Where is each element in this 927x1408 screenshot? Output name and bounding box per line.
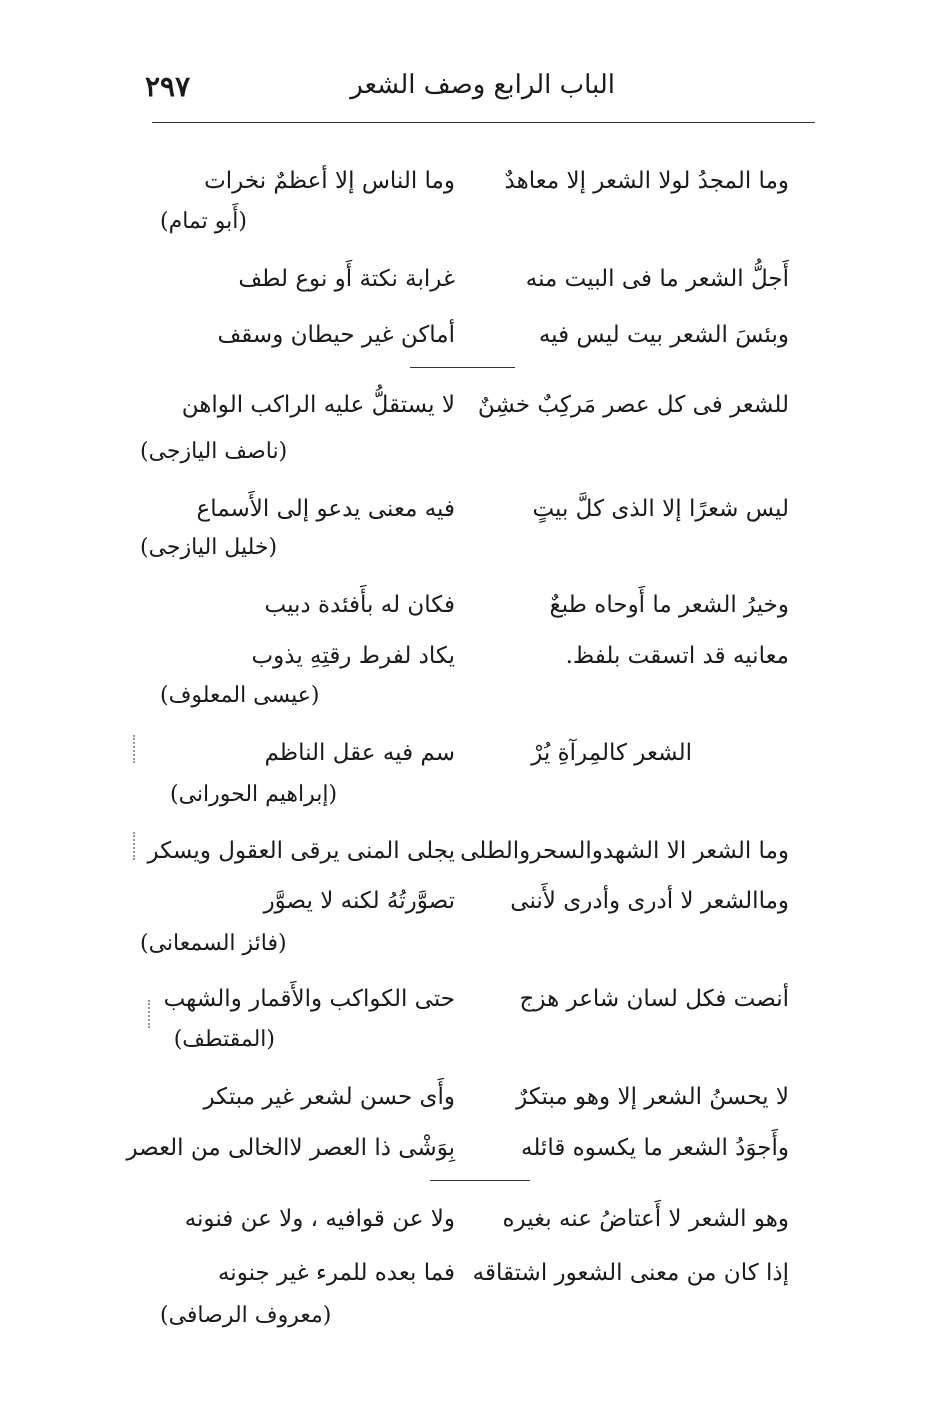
poet-attribution: (معروف الرصافى) — [160, 1303, 332, 1328]
verse-second-hemistich: أماكن غير حيطان وسقف — [217, 322, 455, 348]
verse-line — [0, 160, 927, 202]
verse-second-hemistich: وما الناس إلا أعظمٌ نخرات — [204, 168, 455, 194]
verse-first-hemistich: وما المجدُ لولا الشعر إلا معاهدٌ — [504, 168, 789, 194]
verse-line — [0, 732, 927, 774]
verse-second-hemistich: فيه معنى يدعو إلى الأَسماع — [196, 496, 455, 522]
verse-first-hemistich: للشعر فى كل عصر مَركِبٌ خشِنٌ — [477, 392, 789, 418]
verse-first-hemistich: وماالشعر لا أدرى وأدرى لأَننى — [510, 888, 789, 914]
verse-first-hemistich: وما الشعر الا الشهدوالسحروالطلى — [460, 838, 789, 864]
margin-mark — [133, 735, 139, 763]
verse-line — [0, 830, 927, 872]
verse-line — [0, 880, 927, 922]
verse-line — [0, 635, 927, 677]
verse-first-hemistich: وأَجوَدُ الشعر ما يكسوه قائله — [520, 1135, 789, 1161]
poet-attribution: (خليل اليازجى) — [140, 535, 278, 560]
verse-second-hemistich: حتى الكواكب والأَقمار والشهب — [163, 986, 455, 1012]
poet-attribution: (إبراهيم الحورانى) — [170, 782, 338, 807]
margin-mark — [148, 1000, 154, 1028]
verse-first-hemistich: أَجلُّ الشعر ما فى البيت منه — [525, 266, 789, 292]
section-separator — [430, 1180, 530, 1181]
verse-first-hemistich: لا يحسنُ الشعر إلا وهو مبتكرٌ — [516, 1084, 789, 1110]
verse-second-hemistich: تصوَّرتُهُ لكنه لا يصوَّر — [263, 888, 455, 914]
verse-line — [0, 584, 927, 626]
verse-second-hemistich: يكاد لفرط رقتِهِ يذوب — [251, 643, 455, 669]
poet-attribution: (ناصف اليازجى) — [140, 439, 288, 464]
verse-line — [0, 978, 927, 1020]
poet-attribution: (فائز السمعانى) — [140, 931, 287, 956]
verse-line — [0, 384, 927, 426]
verse-line — [0, 488, 927, 530]
verse-line — [0, 258, 927, 300]
verse-first-hemistich: الشعر كالمِرآةِ يُرْ — [531, 740, 692, 766]
verse-line — [0, 314, 927, 356]
poet-attribution: (أَبو تمام) — [160, 209, 247, 234]
verse-second-hemistich: فكان له بأَفئدة دبيب — [264, 592, 455, 618]
verse-first-hemistich: أنصت فكل لسان شاعر هزج — [519, 986, 789, 1012]
verse-second-hemistich: غرابة نكتة أَو نوع لطف — [238, 266, 455, 292]
header-rule — [152, 122, 815, 123]
verse-second-hemistich: سم فيه عقل الناظم — [264, 740, 455, 766]
page-number: ٢٩٧ — [145, 70, 191, 103]
verse-line — [0, 1076, 927, 1118]
verse-first-hemistich: ليس شعرًا إلا الذى كلَّ بيتٍ — [532, 496, 789, 522]
verse-second-hemistich: فما بعده للمرء غير جنونه — [217, 1260, 455, 1286]
margin-mark — [133, 832, 139, 860]
section-separator — [410, 367, 515, 368]
chapter-header-title: الباب الرابع وصف الشعر — [350, 70, 615, 100]
verse-line — [0, 1252, 927, 1294]
verse-second-hemistich: ولا عن قوافيه ، ولا عن فنونه — [184, 1206, 455, 1232]
verse-second-hemistich: بِوَشْى ذا العصر لاالخالى من العصر — [126, 1135, 455, 1161]
verse-second-hemistich: وأَى حسن لشعر غير مبتكر — [203, 1084, 455, 1110]
verse-line — [0, 1127, 927, 1169]
verse-first-hemistich: معانيه قد اتسقت بلفظ. — [565, 643, 789, 669]
verse-first-hemistich: وهو الشعر لا أَعتاضُ عنه بغيره — [502, 1206, 789, 1232]
verse-second-hemistich: يجلى المنى يرقى العقول ويسكر — [147, 838, 455, 864]
verse-first-hemistich: وخيرُ الشعر ما أَوحاه طبعٌ — [549, 592, 789, 618]
poet-attribution: (المقتطف) — [173, 1027, 275, 1052]
verse-second-hemistich: لا يستقلُّ عليه الراكب الواهن — [181, 392, 455, 418]
verse-first-hemistich: إذا كان من معنى الشعور اشتقاقه — [472, 1260, 789, 1286]
verse-first-hemistich: وبئسَ الشعر بيت ليس فيه — [538, 322, 789, 348]
poet-attribution: (عيسى المعلوف) — [160, 683, 320, 708]
verse-line — [0, 1198, 927, 1240]
